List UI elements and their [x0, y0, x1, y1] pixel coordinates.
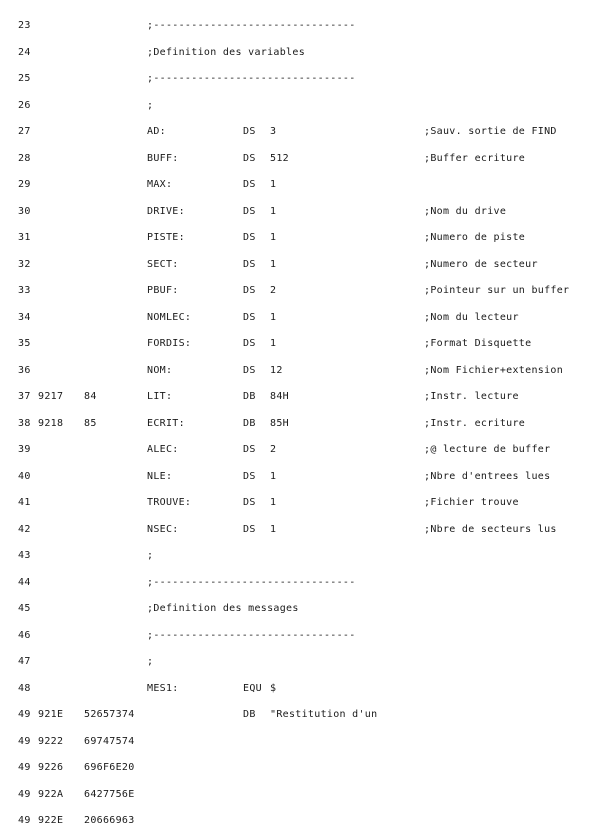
line-number: 45 [18, 603, 31, 614]
operand: 84H [270, 391, 289, 402]
listing-row [0, 93, 616, 119]
listing-row [0, 623, 616, 649]
label-field: NLE: [147, 470, 173, 482]
operand: 2 [270, 285, 277, 296]
operand: 1 [270, 205, 277, 217]
listing-row [0, 199, 616, 225]
line-number: 32 [18, 258, 31, 270]
operand: 1 [270, 523, 277, 535]
operand: 1 [270, 311, 277, 323]
operand: $ [270, 682, 277, 694]
address: 9217 [38, 391, 64, 402]
label-field: ;-------------------------------- [147, 629, 356, 641]
line-number: 49 [18, 735, 31, 747]
listing-row [0, 358, 616, 384]
comment: ;Nom du lecteur [424, 311, 519, 323]
label-field: ;-------------------------------- [147, 576, 356, 588]
operand: 1 [270, 497, 277, 508]
comment: ;@ lecture de buffer [424, 444, 551, 455]
label-field: ALEC: [147, 444, 179, 455]
label-field: ECRIT: [147, 417, 185, 429]
label-field: ; [147, 99, 154, 111]
label-field: TROUVE: [147, 497, 192, 508]
object-bytes: 85 [84, 417, 97, 429]
mnemonic: DS [243, 205, 256, 217]
listing-row [0, 225, 616, 251]
operand: 12 [270, 364, 283, 376]
listing-row [0, 570, 616, 596]
line-number: 37 [18, 391, 31, 402]
label-field: NOM: [147, 364, 173, 376]
mnemonic: DS [243, 523, 256, 535]
operand: 3 [270, 126, 277, 137]
address: 921E [38, 709, 64, 720]
line-number: 38 [18, 417, 31, 429]
comment: ;Instr. ecriture [424, 417, 526, 429]
line-number: 34 [18, 311, 31, 323]
listing-row [0, 543, 616, 569]
listing-row [0, 40, 616, 66]
line-number: 41 [18, 497, 31, 508]
mnemonic: DS [243, 470, 256, 482]
listing-row [0, 755, 616, 781]
operand: "Restitution d'un [270, 709, 378, 720]
listing-row [0, 13, 616, 39]
listing-row [0, 172, 616, 198]
line-number: 35 [18, 338, 31, 349]
operand: 1 [270, 338, 277, 349]
mnemonic: DB [243, 709, 256, 720]
label-field: NOMLEC: [147, 311, 192, 323]
operand: 1 [270, 470, 277, 482]
line-number: 39 [18, 444, 31, 455]
address: 9226 [38, 762, 64, 773]
listing-row [0, 252, 616, 278]
line-number: 42 [18, 523, 31, 535]
operand: 85H [270, 417, 289, 429]
line-number: 47 [18, 656, 31, 667]
comment: ;Numero de piste [424, 232, 526, 243]
operand: 1 [270, 179, 277, 190]
line-number: 49 [18, 788, 31, 800]
label-field: FORDIS: [147, 338, 192, 349]
mnemonic: DS [243, 364, 256, 376]
listing-row [0, 490, 616, 516]
comment: ;Numero de secteur [424, 258, 538, 270]
address: 922A [38, 788, 64, 800]
listing-row [0, 729, 616, 755]
line-number: 48 [18, 682, 31, 694]
line-number: 36 [18, 364, 31, 376]
listing-row [0, 782, 616, 808]
listing-row [0, 676, 616, 702]
mnemonic: DS [243, 179, 256, 190]
line-number: 49 [18, 709, 31, 720]
object-bytes: 84 [84, 391, 97, 402]
label-field: ; [147, 656, 154, 667]
operand: 2 [270, 444, 277, 455]
line-number: 29 [18, 179, 31, 190]
mnemonic: DS [243, 152, 256, 164]
line-number: 31 [18, 232, 31, 243]
mnemonic: EQU [243, 682, 262, 694]
listing-row [0, 437, 616, 463]
comment: ;Instr. lecture [424, 391, 519, 402]
operand: 1 [270, 232, 277, 243]
operand: 512 [270, 152, 289, 164]
object-bytes: 6427756E [84, 788, 135, 800]
listing-row [0, 278, 616, 304]
label-field: ;Definition des messages [147, 603, 299, 614]
line-number: 27 [18, 126, 31, 137]
listing-row [0, 596, 616, 622]
listing-row [0, 146, 616, 172]
operand: 1 [270, 258, 277, 270]
mnemonic: DS [243, 285, 256, 296]
object-bytes: 20666963 [84, 815, 135, 826]
listing-row [0, 411, 616, 437]
mnemonic: DS [243, 258, 256, 270]
mnemonic: DS [243, 497, 256, 508]
line-number: 44 [18, 576, 31, 588]
comment: ;Buffer ecriture [424, 152, 526, 164]
mnemonic: DS [243, 311, 256, 323]
listing-row [0, 702, 616, 728]
line-number: 26 [18, 99, 31, 111]
line-number: 24 [18, 46, 31, 58]
listing-row [0, 808, 616, 834]
listing-row [0, 464, 616, 490]
comment: ;Pointeur sur un buffer [424, 285, 570, 296]
line-number: 46 [18, 629, 31, 641]
label-field: ; [147, 550, 154, 561]
label-field: ;Definition des variables [147, 46, 306, 58]
line-number: 49 [18, 762, 31, 773]
listing-row [0, 66, 616, 92]
label-field: PBUF: [147, 285, 179, 296]
label-field: AD: [147, 126, 166, 137]
mnemonic: DS [243, 232, 256, 243]
label-field: PISTE: [147, 232, 185, 243]
label-field: NSEC: [147, 523, 179, 535]
address: 9218 [38, 417, 64, 429]
address: 9222 [38, 735, 64, 747]
listing-row [0, 517, 616, 543]
comment: ;Nom Fichier+extension [424, 364, 564, 376]
line-number: 40 [18, 470, 31, 482]
mnemonic: DS [243, 126, 256, 137]
comment: ;Format Disquette [424, 338, 532, 349]
object-bytes: 696F6E20 [84, 762, 135, 773]
comment: ;Nbre d'entrees lues [424, 470, 551, 482]
listing-row [0, 305, 616, 331]
mnemonic: DB [243, 417, 256, 429]
line-number: 49 [18, 815, 31, 826]
line-number: 23 [18, 20, 31, 31]
line-number: 28 [18, 152, 31, 164]
listing-row [0, 119, 616, 145]
comment: ;Nom du drive [424, 205, 507, 217]
label-field: BUFF: [147, 152, 179, 164]
object-bytes: 69747574 [84, 735, 135, 747]
line-number: 30 [18, 205, 31, 217]
label-field: DRIVE: [147, 205, 185, 217]
label-field: ;-------------------------------- [147, 73, 356, 84]
label-field: ;-------------------------------- [147, 20, 356, 31]
mnemonic: DS [243, 444, 256, 455]
comment: ;Fichier trouve [424, 497, 519, 508]
mnemonic: DB [243, 391, 256, 402]
line-number: 33 [18, 285, 31, 296]
label-field: SECT: [147, 258, 179, 270]
listing-row [0, 649, 616, 675]
mnemonic: DS [243, 338, 256, 349]
comment: ;Sauv. sortie de FIND [424, 126, 557, 137]
line-number: 25 [18, 73, 31, 84]
label-field: MAX: [147, 179, 173, 190]
object-bytes: 52657374 [84, 709, 135, 720]
label-field: LIT: [147, 391, 173, 402]
label-field: MES1: [147, 682, 179, 694]
line-number: 43 [18, 550, 31, 561]
address: 922E [38, 815, 64, 826]
listing-row [0, 384, 616, 410]
comment: ;Nbre de secteurs lus [424, 523, 557, 535]
listing-row [0, 331, 616, 357]
